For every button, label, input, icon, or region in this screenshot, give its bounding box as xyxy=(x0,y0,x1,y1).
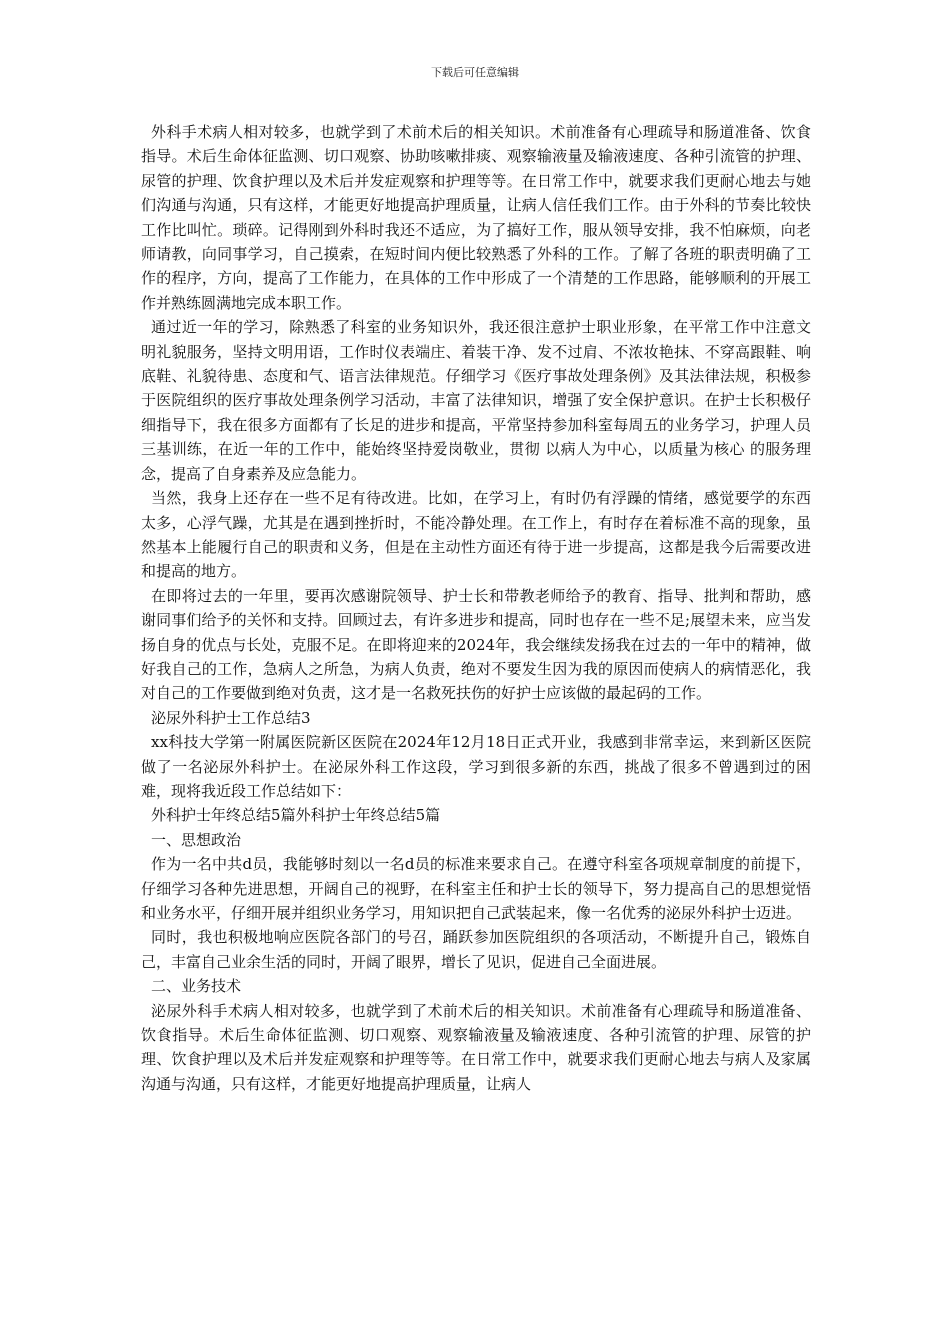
heading-professional-skills: 二、业务技术 xyxy=(151,977,242,996)
document-body xyxy=(141,120,811,1096)
paragraph-gratitude: 在即将过去的一年里，要再次感谢院领导、护士长和带教老师给予的教育、指导、批判和帮助，感谢同事们给予的关怀和支持。回顾过去，有许多进步和提高，同时也存在一些不足;展望未来，应当发扬自身的优点与长处，克服不足。在即将迎来的2024年，我会继续发扬我在过去的一年中的精神，做好我自己的工作，急病人之所急，为病人负责，绝对不要发生因为我的原因而使病人的病情恶化，我对自己的工作要做到绝对负责，这才是一名救死扶伤的好护士应该做的最起码的工作。 xyxy=(141,586,811,703)
paragraph-shortcomings: 当然，我身上还存在一些不足有待改进。比如，在学习上，有时仍有浮躁的情绪，感觉要学的东西太多，心浮气躁，尤其是在遇到挫折时，不能冷静处理。在工作上，有时存在着标准不高的现象，虽然基本上能履行自己的职责和义务，但是在主动性方面还有待于进一步提高，这都是我今后需要改进和提高的地方。 xyxy=(141,489,811,581)
page-header: 下载后可任意编辑 xyxy=(431,66,519,79)
paragraph-party-member: 作为一名中共d员，我能够时刻以一名d员的标准来要求自己。在遵守科室各项规章制度的前提下，仔细学习各种先进思想，开阔自己的视野，在科室主任和护士长的领导下，努力提高自己的思想觉悟和业务水平，仔细开展并组织业务学习，用知识把自己武装起来，像一名优秀的泌尿外科护士迈进。 xyxy=(141,855,811,922)
heading-ideology: 一、思想政治 xyxy=(151,830,242,849)
subtitle-year-end-summary: 外科护士年终总结5篇外科护士年终总结5篇 xyxy=(151,806,441,825)
paragraph-urology-knowledge: 泌尿外科手术病人相对较多，也就学到了术前术后的相关知识。术前准备有心理疏导和肠道准备、饮食指导。术后生命体征监测、切口观察、观察输液量及输液速度、各种引流管的护理、尿管的护理、饮食护理以及术后并发症观察和护理等等。在日常工作中，就要求我们更耐心地去与病人及家属沟通与沟通，只有这样，才能更好地提高护理质量，让病人 xyxy=(141,1001,811,1093)
section-title-summary-3: 泌尿外科护士工作总结3 xyxy=(151,708,311,727)
paragraph-new-hospital: xx科技大学第一附属医院新区医院在2024年12月18日正式开业，我感到非常幸运，来到新区医院做了一名泌尿外科护士。在泌尿外科工作这段，学习到很多新的东西，挑战了很多不曾遇到过的困难，现将我近段工作总结如下： xyxy=(141,733,811,800)
paragraph-professional-image: 通过近一年的学习，除熟悉了科室的业务知识外，我还很注意护士职业形象，在平常工作中注意文明礼貌服务，坚持文明用语，工作时仪表端庄、着装干净、发不过肩、不浓妆艳抹、不穿高跟鞋、响底鞋、礼貌待患、态度和气、语言法律规范。仔细学习《医疗事故处理条例》及其法律法规，积极参于医院组织的医疗事故处理条例学习活动，丰富了法律知识，增强了安全保护意识。在护士长积极仔细指导下，我在很多方面都有了长足的进步和提高，平常坚持参加科室每周五的业务学习，护理人员三基训练，在近一年的工作中，能始终坚持爱岗敬业，贯彻 以病人为中心，以质量为核心 的服务理念，提高了自身素养及应急能力。 xyxy=(141,318,811,483)
paragraph-activities: 同时，我也积极地响应医院各部门的号召，踊跃参加医院组织的各项活动，不断提升自己，锻炼自己，丰富自己业余生活的同时，开阔了眼界，增长了见识，促进自己全面进展。 xyxy=(141,928,811,971)
paragraph-surgery-knowledge: 外科手术病人相对较多，也就学到了术前术后的相关知识。术前准备有心理疏导和肠道准备、饮食指导。术后生命体征监测、切口观察、协助咳嗽排痰、观察输液量及输液速度、各种引流管的护理、尿管的护理、饮食护理以及术后并发症观察和护理等等。在日常工作中，就要求我们更耐心地去与她们沟通与沟通，只有这样，才能更好地提高护理质量，让病人信任我们工作。由于外科的节奏比较快工作比叫忙。琐碎。记得刚到外科时我还不适应，为了搞好工作，服从领导安排，我不怕麻烦，向老师请教，向同事学习，自己摸索，在短时间内便比较熟悉了外科的工作。了解了各班的职责明确了工作的程序，方向，提高了工作能力，在具体的工作中形成了一个清楚的工作思路，能够顺利的开展工作并熟练圆满地完成本职工作。 xyxy=(141,123,811,312)
